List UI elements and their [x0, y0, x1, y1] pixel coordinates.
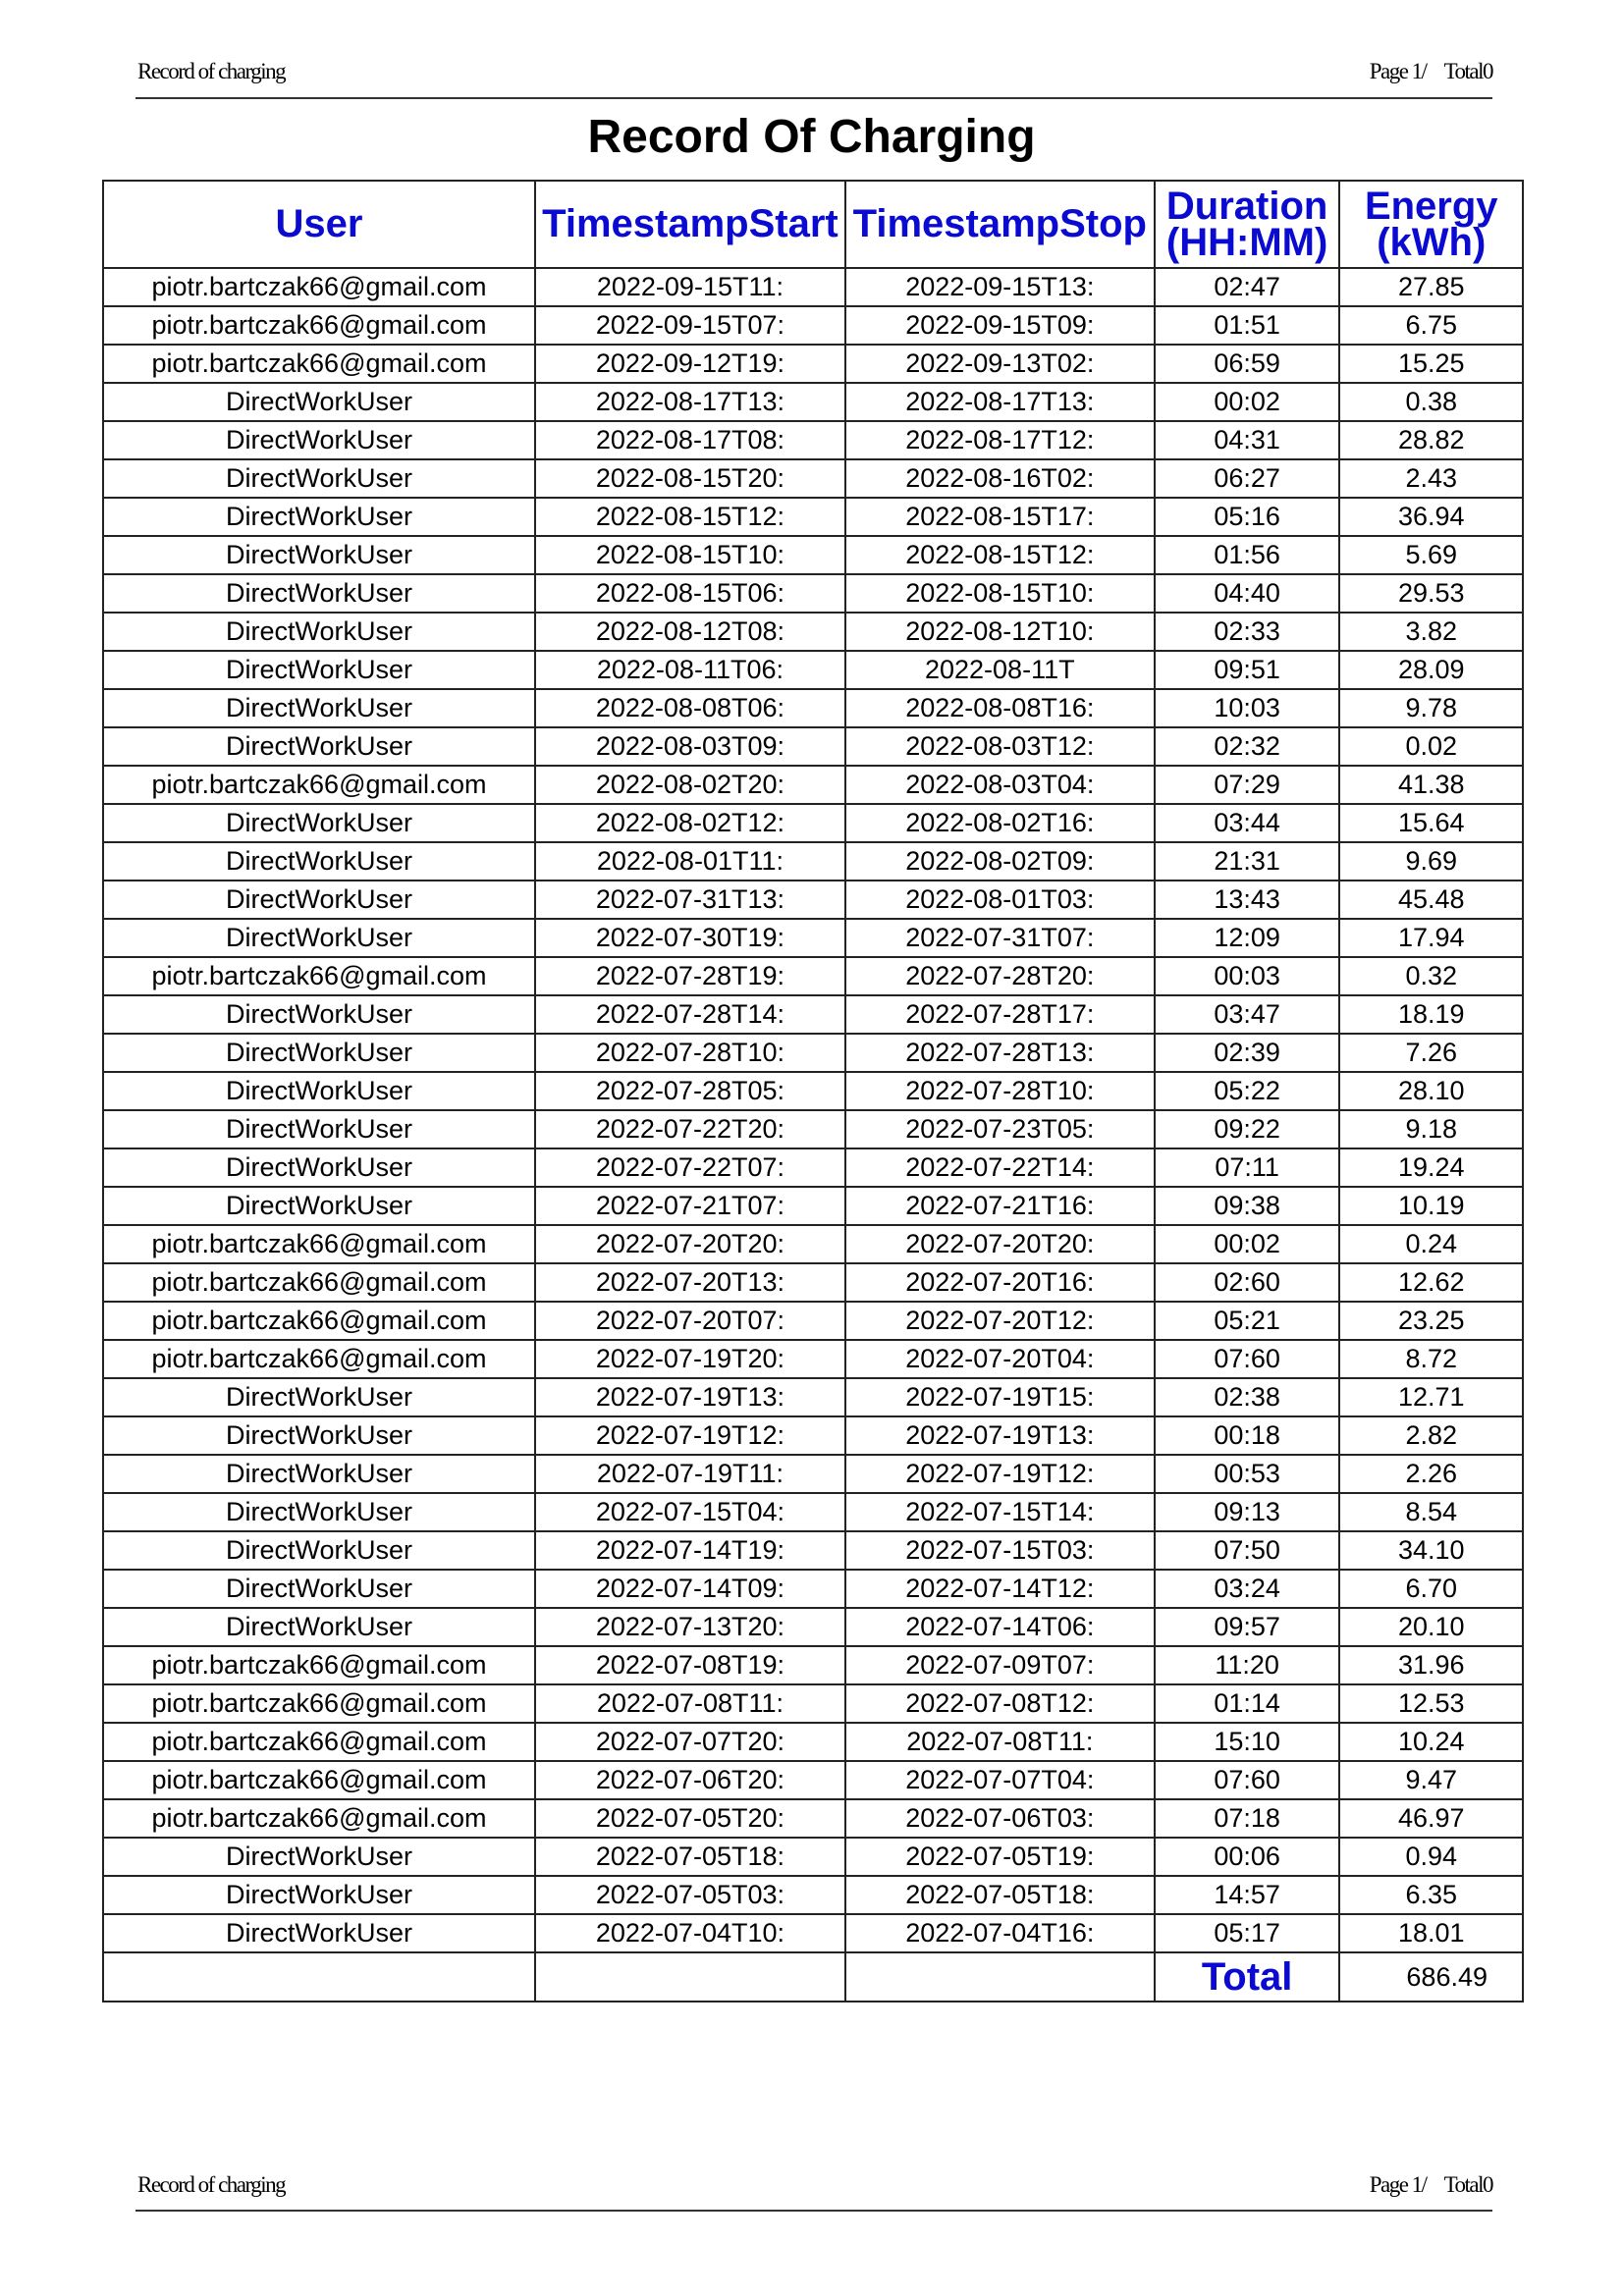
- table-row: [103, 1608, 1523, 1646]
- timestamp-stop-cell: 2022-07-22T14:: [845, 1148, 1155, 1187]
- user-cell: DirectWorkUser: [103, 1608, 535, 1646]
- header-page: Page 1/: [1369, 59, 1427, 83]
- header-total: Total0: [1443, 59, 1492, 83]
- timestamp-start-cell: 2022-09-15T11:: [535, 268, 845, 306]
- energy-cell: 9.47: [1339, 1761, 1523, 1799]
- table-row: [103, 574, 1523, 613]
- energy-cell: 0.32: [1339, 957, 1523, 995]
- timestamp-start-cell: 2022-09-12T19:: [535, 345, 845, 383]
- timestamp-start-cell: 2022-07-06T20:: [535, 1761, 845, 1799]
- timestamp-stop-cell: 2022-08-16T02:: [845, 459, 1155, 498]
- timestamp-stop-cell: 2022-09-13T02:: [845, 345, 1155, 383]
- duration-cell: 00:18: [1155, 1416, 1340, 1455]
- duration-cell: 03:47: [1155, 995, 1340, 1034]
- charging-table: [102, 180, 1524, 2002]
- user-cell: piotr.bartczak66@gmail.com: [103, 1263, 535, 1302]
- user-cell: piotr.bartczak66@gmail.com: [103, 1340, 535, 1378]
- timestamp-start-cell: 2022-07-20T20:: [535, 1225, 845, 1263]
- timestamp-stop-cell: 2022-08-02T16:: [845, 804, 1155, 842]
- timestamp-start-cell: 2022-07-28T05:: [535, 1072, 845, 1110]
- table-row: [103, 1187, 1523, 1225]
- duration-cell: 01:14: [1155, 1684, 1340, 1723]
- duration-cell: 14:57: [1155, 1876, 1340, 1914]
- timestamp-start-cell: 2022-07-15T04:: [535, 1493, 845, 1531]
- duration-cell: 00:02: [1155, 1225, 1340, 1263]
- table-row: [103, 1799, 1523, 1838]
- duration-cell: 03:24: [1155, 1570, 1340, 1608]
- table-row: [103, 1684, 1523, 1723]
- column-header-timestamp-stop: TimestampStop: [845, 181, 1155, 268]
- user-cell: piotr.bartczak66@gmail.com: [103, 957, 535, 995]
- duration-cell: 04:40: [1155, 574, 1340, 613]
- timestamp-stop-cell: 2022-07-05T18:: [845, 1876, 1155, 1914]
- duration-cell: 00:02: [1155, 383, 1340, 421]
- user-cell: DirectWorkUser: [103, 1072, 535, 1110]
- user-cell: piotr.bartczak66@gmail.com: [103, 1646, 535, 1684]
- duration-cell: 05:22: [1155, 1072, 1340, 1110]
- total-label: Total: [1155, 1952, 1340, 2002]
- column-header-energy: Energy (kWh): [1339, 181, 1523, 268]
- timestamp-stop-cell: 2022-07-06T03:: [845, 1799, 1155, 1838]
- energy-cell: 20.10: [1339, 1608, 1523, 1646]
- timestamp-start-cell: 2022-07-22T20:: [535, 1110, 845, 1148]
- duration-cell: 02:33: [1155, 613, 1340, 651]
- timestamp-start-cell: 2022-08-02T20:: [535, 766, 845, 804]
- energy-cell: 18.01: [1339, 1914, 1523, 1952]
- timestamp-start-cell: 2022-07-08T11:: [535, 1684, 845, 1723]
- energy-cell: 15.25: [1339, 345, 1523, 383]
- energy-cell: 0.02: [1339, 727, 1523, 766]
- timestamp-start-cell: 2022-07-28T10:: [535, 1034, 845, 1072]
- duration-cell: 05:17: [1155, 1914, 1340, 1952]
- user-cell: DirectWorkUser: [103, 1455, 535, 1493]
- user-cell: DirectWorkUser: [103, 919, 535, 957]
- timestamp-stop-cell: 2022-08-01T03:: [845, 881, 1155, 919]
- energy-cell: 15.64: [1339, 804, 1523, 842]
- energy-cell: 27.85: [1339, 268, 1523, 306]
- duration-cell: 00:03: [1155, 957, 1340, 995]
- timestamp-stop-cell: 2022-07-05T19:: [845, 1838, 1155, 1876]
- timestamp-start-cell: 2022-07-07T20:: [535, 1723, 845, 1761]
- duration-cell: 02:32: [1155, 727, 1340, 766]
- table-row: [103, 1302, 1523, 1340]
- timestamp-start-cell: 2022-08-15T06:: [535, 574, 845, 613]
- table-row: [103, 766, 1523, 804]
- energy-cell: 0.94: [1339, 1838, 1523, 1876]
- timestamp-stop-cell: 2022-07-15T14:: [845, 1493, 1155, 1531]
- timestamp-stop-cell: 2022-07-04T16:: [845, 1914, 1155, 1952]
- energy-cell: 28.82: [1339, 421, 1523, 459]
- running-header: [137, 59, 1492, 84]
- duration-cell: 02:39: [1155, 1034, 1340, 1072]
- energy-cell: 23.25: [1339, 1302, 1523, 1340]
- timestamp-stop-cell: 2022-08-03T04:: [845, 766, 1155, 804]
- energy-cell: 6.35: [1339, 1876, 1523, 1914]
- timestamp-stop-cell: 2022-08-17T12:: [845, 421, 1155, 459]
- energy-cell: 29.53: [1339, 574, 1523, 613]
- duration-cell: 07:18: [1155, 1799, 1340, 1838]
- table-row: [103, 383, 1523, 421]
- user-cell: DirectWorkUser: [103, 1493, 535, 1531]
- table-row: [103, 1263, 1523, 1302]
- timestamp-stop-cell: 2022-07-28T17:: [845, 995, 1155, 1034]
- timestamp-stop-cell: 2022-07-19T15:: [845, 1378, 1155, 1416]
- timestamp-start-cell: 2022-07-20T07:: [535, 1302, 845, 1340]
- column-header-timestamp-start: TimestampStart: [535, 181, 845, 268]
- table-row: [103, 881, 1523, 919]
- timestamp-stop-cell: 2022-07-14T06:: [845, 1608, 1155, 1646]
- timestamp-stop-cell: 2022-09-15T09:: [845, 306, 1155, 345]
- energy-cell: 6.75: [1339, 306, 1523, 345]
- table-row: [103, 995, 1523, 1034]
- duration-cell: 06:59: [1155, 345, 1340, 383]
- total-value: 686.49: [1339, 1952, 1523, 2002]
- table-row: [103, 1838, 1523, 1876]
- duration-cell: 04:31: [1155, 421, 1340, 459]
- timestamp-start-cell: 2022-07-13T20:: [535, 1608, 845, 1646]
- timestamp-start-cell: 2022-07-28T14:: [535, 995, 845, 1034]
- timestamp-start-cell: 2022-07-31T13:: [535, 881, 845, 919]
- table-header-row: [103, 181, 1523, 268]
- energy-cell: 2.43: [1339, 459, 1523, 498]
- user-cell: DirectWorkUser: [103, 498, 535, 536]
- table-row: [103, 957, 1523, 995]
- timestamp-stop-cell: 2022-07-21T16:: [845, 1187, 1155, 1225]
- duration-cell: 10:03: [1155, 689, 1340, 727]
- table-row: [103, 919, 1523, 957]
- user-cell: DirectWorkUser: [103, 1110, 535, 1148]
- duration-cell: 09:22: [1155, 1110, 1340, 1148]
- table-row: [103, 1072, 1523, 1110]
- energy-cell: 12.62: [1339, 1263, 1523, 1302]
- timestamp-start-cell: 2022-08-08T06:: [535, 689, 845, 727]
- footer-total: Total0: [1443, 2172, 1492, 2197]
- duration-cell: 15:10: [1155, 1723, 1340, 1761]
- timestamp-start-cell: 2022-07-19T13:: [535, 1378, 845, 1416]
- energy-cell: 8.54: [1339, 1493, 1523, 1531]
- empty-cell: [103, 1952, 535, 2002]
- energy-cell: 46.97: [1339, 1799, 1523, 1838]
- energy-cell: 41.38: [1339, 766, 1523, 804]
- table-row: [103, 459, 1523, 498]
- energy-cell: 2.26: [1339, 1455, 1523, 1493]
- user-cell: DirectWorkUser: [103, 421, 535, 459]
- timestamp-stop-cell: 2022-07-15T03:: [845, 1531, 1155, 1570]
- user-cell: piotr.bartczak66@gmail.com: [103, 1302, 535, 1340]
- table-row: [103, 1455, 1523, 1493]
- table-row: [103, 1378, 1523, 1416]
- table-row: [103, 1570, 1523, 1608]
- user-cell: DirectWorkUser: [103, 1531, 535, 1570]
- header-doc-name: Record of charging: [137, 59, 286, 83]
- user-cell: DirectWorkUser: [103, 1034, 535, 1072]
- user-cell: DirectWorkUser: [103, 651, 535, 689]
- timestamp-stop-cell: 2022-09-15T13:: [845, 268, 1155, 306]
- timestamp-start-cell: 2022-07-14T19:: [535, 1531, 845, 1570]
- table-row: [103, 1493, 1523, 1531]
- timestamp-stop-cell: 2022-07-28T10:: [845, 1072, 1155, 1110]
- table-row: [103, 268, 1523, 306]
- energy-cell: 34.10: [1339, 1531, 1523, 1570]
- energy-cell: 7.26: [1339, 1034, 1523, 1072]
- duration-cell: 01:56: [1155, 536, 1340, 574]
- timestamp-start-cell: 2022-08-12T08:: [535, 613, 845, 651]
- empty-cell: [535, 1952, 845, 2002]
- table-row: [103, 651, 1523, 689]
- user-cell: DirectWorkUser: [103, 881, 535, 919]
- user-cell: DirectWorkUser: [103, 1416, 535, 1455]
- user-cell: DirectWorkUser: [103, 1876, 535, 1914]
- duration-cell: 11:20: [1155, 1646, 1340, 1684]
- energy-cell: 5.69: [1339, 536, 1523, 574]
- duration-cell: 00:53: [1155, 1455, 1340, 1493]
- table-row: [103, 421, 1523, 459]
- duration-cell: 02:60: [1155, 1263, 1340, 1302]
- timestamp-start-cell: 2022-07-05T03:: [535, 1876, 845, 1914]
- page-title: Record Of Charging: [587, 111, 1036, 163]
- energy-cell: 9.18: [1339, 1110, 1523, 1148]
- energy-cell: 31.96: [1339, 1646, 1523, 1684]
- user-cell: piotr.bartczak66@gmail.com: [103, 1723, 535, 1761]
- timestamp-stop-cell: 2022-07-08T12:: [845, 1684, 1155, 1723]
- timestamp-start-cell: 2022-08-15T10:: [535, 536, 845, 574]
- table-row: [103, 1723, 1523, 1761]
- user-cell: DirectWorkUser: [103, 459, 535, 498]
- footer-page: Page 1/: [1369, 2172, 1427, 2197]
- table-row: [103, 1646, 1523, 1684]
- user-cell: DirectWorkUser: [103, 613, 535, 651]
- energy-cell: 18.19: [1339, 995, 1523, 1034]
- user-cell: DirectWorkUser: [103, 1570, 535, 1608]
- timestamp-stop-cell: 2022-07-09T07:: [845, 1646, 1155, 1684]
- timestamp-stop-cell: 2022-07-20T12:: [845, 1302, 1155, 1340]
- timestamp-stop-cell: 2022-08-08T16:: [845, 689, 1155, 727]
- timestamp-stop-cell: 2022-08-11T: [845, 651, 1155, 689]
- energy-cell: 19.24: [1339, 1148, 1523, 1187]
- duration-cell: 05:21: [1155, 1302, 1340, 1340]
- timestamp-start-cell: 2022-08-15T20:: [535, 459, 845, 498]
- table-row: [103, 1531, 1523, 1570]
- table-row: [103, 842, 1523, 881]
- footer-rule: [135, 2210, 1492, 2212]
- timestamp-start-cell: 2022-07-28T19:: [535, 957, 845, 995]
- timestamp-start-cell: 2022-07-30T19:: [535, 919, 845, 957]
- column-header-user: User: [103, 181, 535, 268]
- user-cell: DirectWorkUser: [103, 383, 535, 421]
- table-row: [103, 306, 1523, 345]
- energy-cell: 17.94: [1339, 919, 1523, 957]
- user-cell: DirectWorkUser: [103, 574, 535, 613]
- table-row: [103, 1225, 1523, 1263]
- timestamp-start-cell: 2022-08-17T13:: [535, 383, 845, 421]
- user-cell: piotr.bartczak66@gmail.com: [103, 1761, 535, 1799]
- timestamp-stop-cell: 2022-07-28T20:: [845, 957, 1155, 995]
- timestamp-start-cell: 2022-07-19T12:: [535, 1416, 845, 1455]
- user-cell: DirectWorkUser: [103, 1378, 535, 1416]
- timestamp-stop-cell: 2022-08-15T17:: [845, 498, 1155, 536]
- timestamp-start-cell: 2022-07-05T18:: [535, 1838, 845, 1876]
- duration-cell: 21:31: [1155, 842, 1340, 881]
- footer-doc-name: Record of charging: [137, 2172, 286, 2197]
- timestamp-start-cell: 2022-07-22T07:: [535, 1148, 845, 1187]
- timestamp-start-cell: 2022-07-05T20:: [535, 1799, 845, 1838]
- table-row: [103, 1340, 1523, 1378]
- energy-cell: 0.38: [1339, 383, 1523, 421]
- duration-cell: 07:11: [1155, 1148, 1340, 1187]
- timestamp-stop-cell: 2022-07-20T16:: [845, 1263, 1155, 1302]
- duration-cell: 07:50: [1155, 1531, 1340, 1570]
- duration-cell: 13:43: [1155, 881, 1340, 919]
- timestamp-stop-cell: 2022-07-14T12:: [845, 1570, 1155, 1608]
- energy-cell: 9.69: [1339, 842, 1523, 881]
- timestamp-start-cell: 2022-08-03T09:: [535, 727, 845, 766]
- user-cell: DirectWorkUser: [103, 536, 535, 574]
- duration-cell: 00:06: [1155, 1838, 1340, 1876]
- timestamp-start-cell: 2022-07-08T19:: [535, 1646, 845, 1684]
- table-row: [103, 1914, 1523, 1952]
- duration-cell: 12:09: [1155, 919, 1340, 957]
- table-row: [103, 536, 1523, 574]
- timestamp-start-cell: 2022-07-14T09:: [535, 1570, 845, 1608]
- timestamp-stop-cell: 2022-07-31T07:: [845, 919, 1155, 957]
- timestamp-stop-cell: 2022-07-19T13:: [845, 1416, 1155, 1455]
- user-cell: DirectWorkUser: [103, 1187, 535, 1225]
- duration-cell: 07:60: [1155, 1340, 1340, 1378]
- timestamp-stop-cell: 2022-08-02T09:: [845, 842, 1155, 881]
- user-cell: piotr.bartczak66@gmail.com: [103, 1225, 535, 1263]
- timestamp-start-cell: 2022-08-15T12:: [535, 498, 845, 536]
- table-row: [103, 1148, 1523, 1187]
- user-cell: DirectWorkUser: [103, 1914, 535, 1952]
- energy-cell: 28.10: [1339, 1072, 1523, 1110]
- user-cell: piotr.bartczak66@gmail.com: [103, 766, 535, 804]
- user-cell: piotr.bartczak66@gmail.com: [103, 345, 535, 383]
- table-row: [103, 1876, 1523, 1914]
- timestamp-stop-cell: 2022-07-28T13:: [845, 1034, 1155, 1072]
- table-row: [103, 804, 1523, 842]
- timestamp-stop-cell: 2022-07-20T04:: [845, 1340, 1155, 1378]
- user-cell: piotr.bartczak66@gmail.com: [103, 1799, 535, 1838]
- timestamp-start-cell: 2022-08-17T08:: [535, 421, 845, 459]
- table-row: [103, 613, 1523, 651]
- user-cell: DirectWorkUser: [103, 727, 535, 766]
- table-row: [103, 727, 1523, 766]
- energy-cell: 45.48: [1339, 881, 1523, 919]
- user-cell: piotr.bartczak66@gmail.com: [103, 306, 535, 345]
- duration-cell: 01:51: [1155, 306, 1340, 345]
- empty-cell: [845, 1952, 1155, 2002]
- total-row: [103, 1952, 1523, 2002]
- table-row: [103, 1110, 1523, 1148]
- timestamp-start-cell: 2022-07-20T13:: [535, 1263, 845, 1302]
- energy-cell: 12.71: [1339, 1378, 1523, 1416]
- timestamp-stop-cell: 2022-08-15T10:: [845, 574, 1155, 613]
- user-cell: DirectWorkUser: [103, 995, 535, 1034]
- energy-cell: 0.24: [1339, 1225, 1523, 1263]
- user-cell: DirectWorkUser: [103, 842, 535, 881]
- column-header-duration: Duration (HH:MM): [1155, 181, 1340, 268]
- timestamp-stop-cell: 2022-08-17T13:: [845, 383, 1155, 421]
- energy-cell: 6.70: [1339, 1570, 1523, 1608]
- table-row: [103, 498, 1523, 536]
- energy-cell: 8.72: [1339, 1340, 1523, 1378]
- timestamp-start-cell: 2022-08-01T11:: [535, 842, 845, 881]
- timestamp-stop-cell: 2022-07-08T11:: [845, 1723, 1155, 1761]
- timestamp-stop-cell: 2022-07-20T20:: [845, 1225, 1155, 1263]
- duration-cell: 02:38: [1155, 1378, 1340, 1416]
- user-cell: piotr.bartczak66@gmail.com: [103, 1684, 535, 1723]
- timestamp-stop-cell: 2022-07-19T12:: [845, 1455, 1155, 1493]
- timestamp-start-cell: 2022-08-02T12:: [535, 804, 845, 842]
- table-row: [103, 1416, 1523, 1455]
- timestamp-stop-cell: 2022-08-12T10:: [845, 613, 1155, 651]
- table-row: [103, 345, 1523, 383]
- timestamp-stop-cell: 2022-07-23T05:: [845, 1110, 1155, 1148]
- duration-cell: 06:27: [1155, 459, 1340, 498]
- user-cell: piotr.bartczak66@gmail.com: [103, 268, 535, 306]
- table-row: [103, 1034, 1523, 1072]
- timestamp-start-cell: 2022-07-21T07:: [535, 1187, 845, 1225]
- user-cell: DirectWorkUser: [103, 804, 535, 842]
- duration-cell: 03:44: [1155, 804, 1340, 842]
- header-rule: [135, 97, 1492, 99]
- timestamp-start-cell: 2022-07-19T11:: [535, 1455, 845, 1493]
- table-row: [103, 1761, 1523, 1799]
- energy-cell: 10.19: [1339, 1187, 1523, 1225]
- energy-cell: 36.94: [1339, 498, 1523, 536]
- duration-cell: 07:29: [1155, 766, 1340, 804]
- energy-cell: 9.78: [1339, 689, 1523, 727]
- energy-cell: 3.82: [1339, 613, 1523, 651]
- duration-cell: 02:47: [1155, 268, 1340, 306]
- user-cell: DirectWorkUser: [103, 1148, 535, 1187]
- duration-cell: 05:16: [1155, 498, 1340, 536]
- timestamp-stop-cell: 2022-07-07T04:: [845, 1761, 1155, 1799]
- table-row: [103, 689, 1523, 727]
- duration-cell: 09:38: [1155, 1187, 1340, 1225]
- duration-cell: 09:57: [1155, 1608, 1340, 1646]
- duration-cell: 09:51: [1155, 651, 1340, 689]
- energy-cell: 10.24: [1339, 1723, 1523, 1761]
- user-cell: DirectWorkUser: [103, 689, 535, 727]
- timestamp-start-cell: 2022-09-15T07:: [535, 306, 845, 345]
- running-footer: [137, 2172, 1492, 2198]
- duration-cell: 09:13: [1155, 1493, 1340, 1531]
- timestamp-start-cell: 2022-07-19T20:: [535, 1340, 845, 1378]
- energy-cell: 2.82: [1339, 1416, 1523, 1455]
- timestamp-start-cell: 2022-08-11T06:: [535, 651, 845, 689]
- timestamp-start-cell: 2022-07-04T10:: [535, 1914, 845, 1952]
- duration-cell: 07:60: [1155, 1761, 1340, 1799]
- user-cell: DirectWorkUser: [103, 1838, 535, 1876]
- timestamp-stop-cell: 2022-08-03T12:: [845, 727, 1155, 766]
- energy-cell: 28.09: [1339, 651, 1523, 689]
- timestamp-stop-cell: 2022-08-15T12:: [845, 536, 1155, 574]
- energy-cell: 12.53: [1339, 1684, 1523, 1723]
